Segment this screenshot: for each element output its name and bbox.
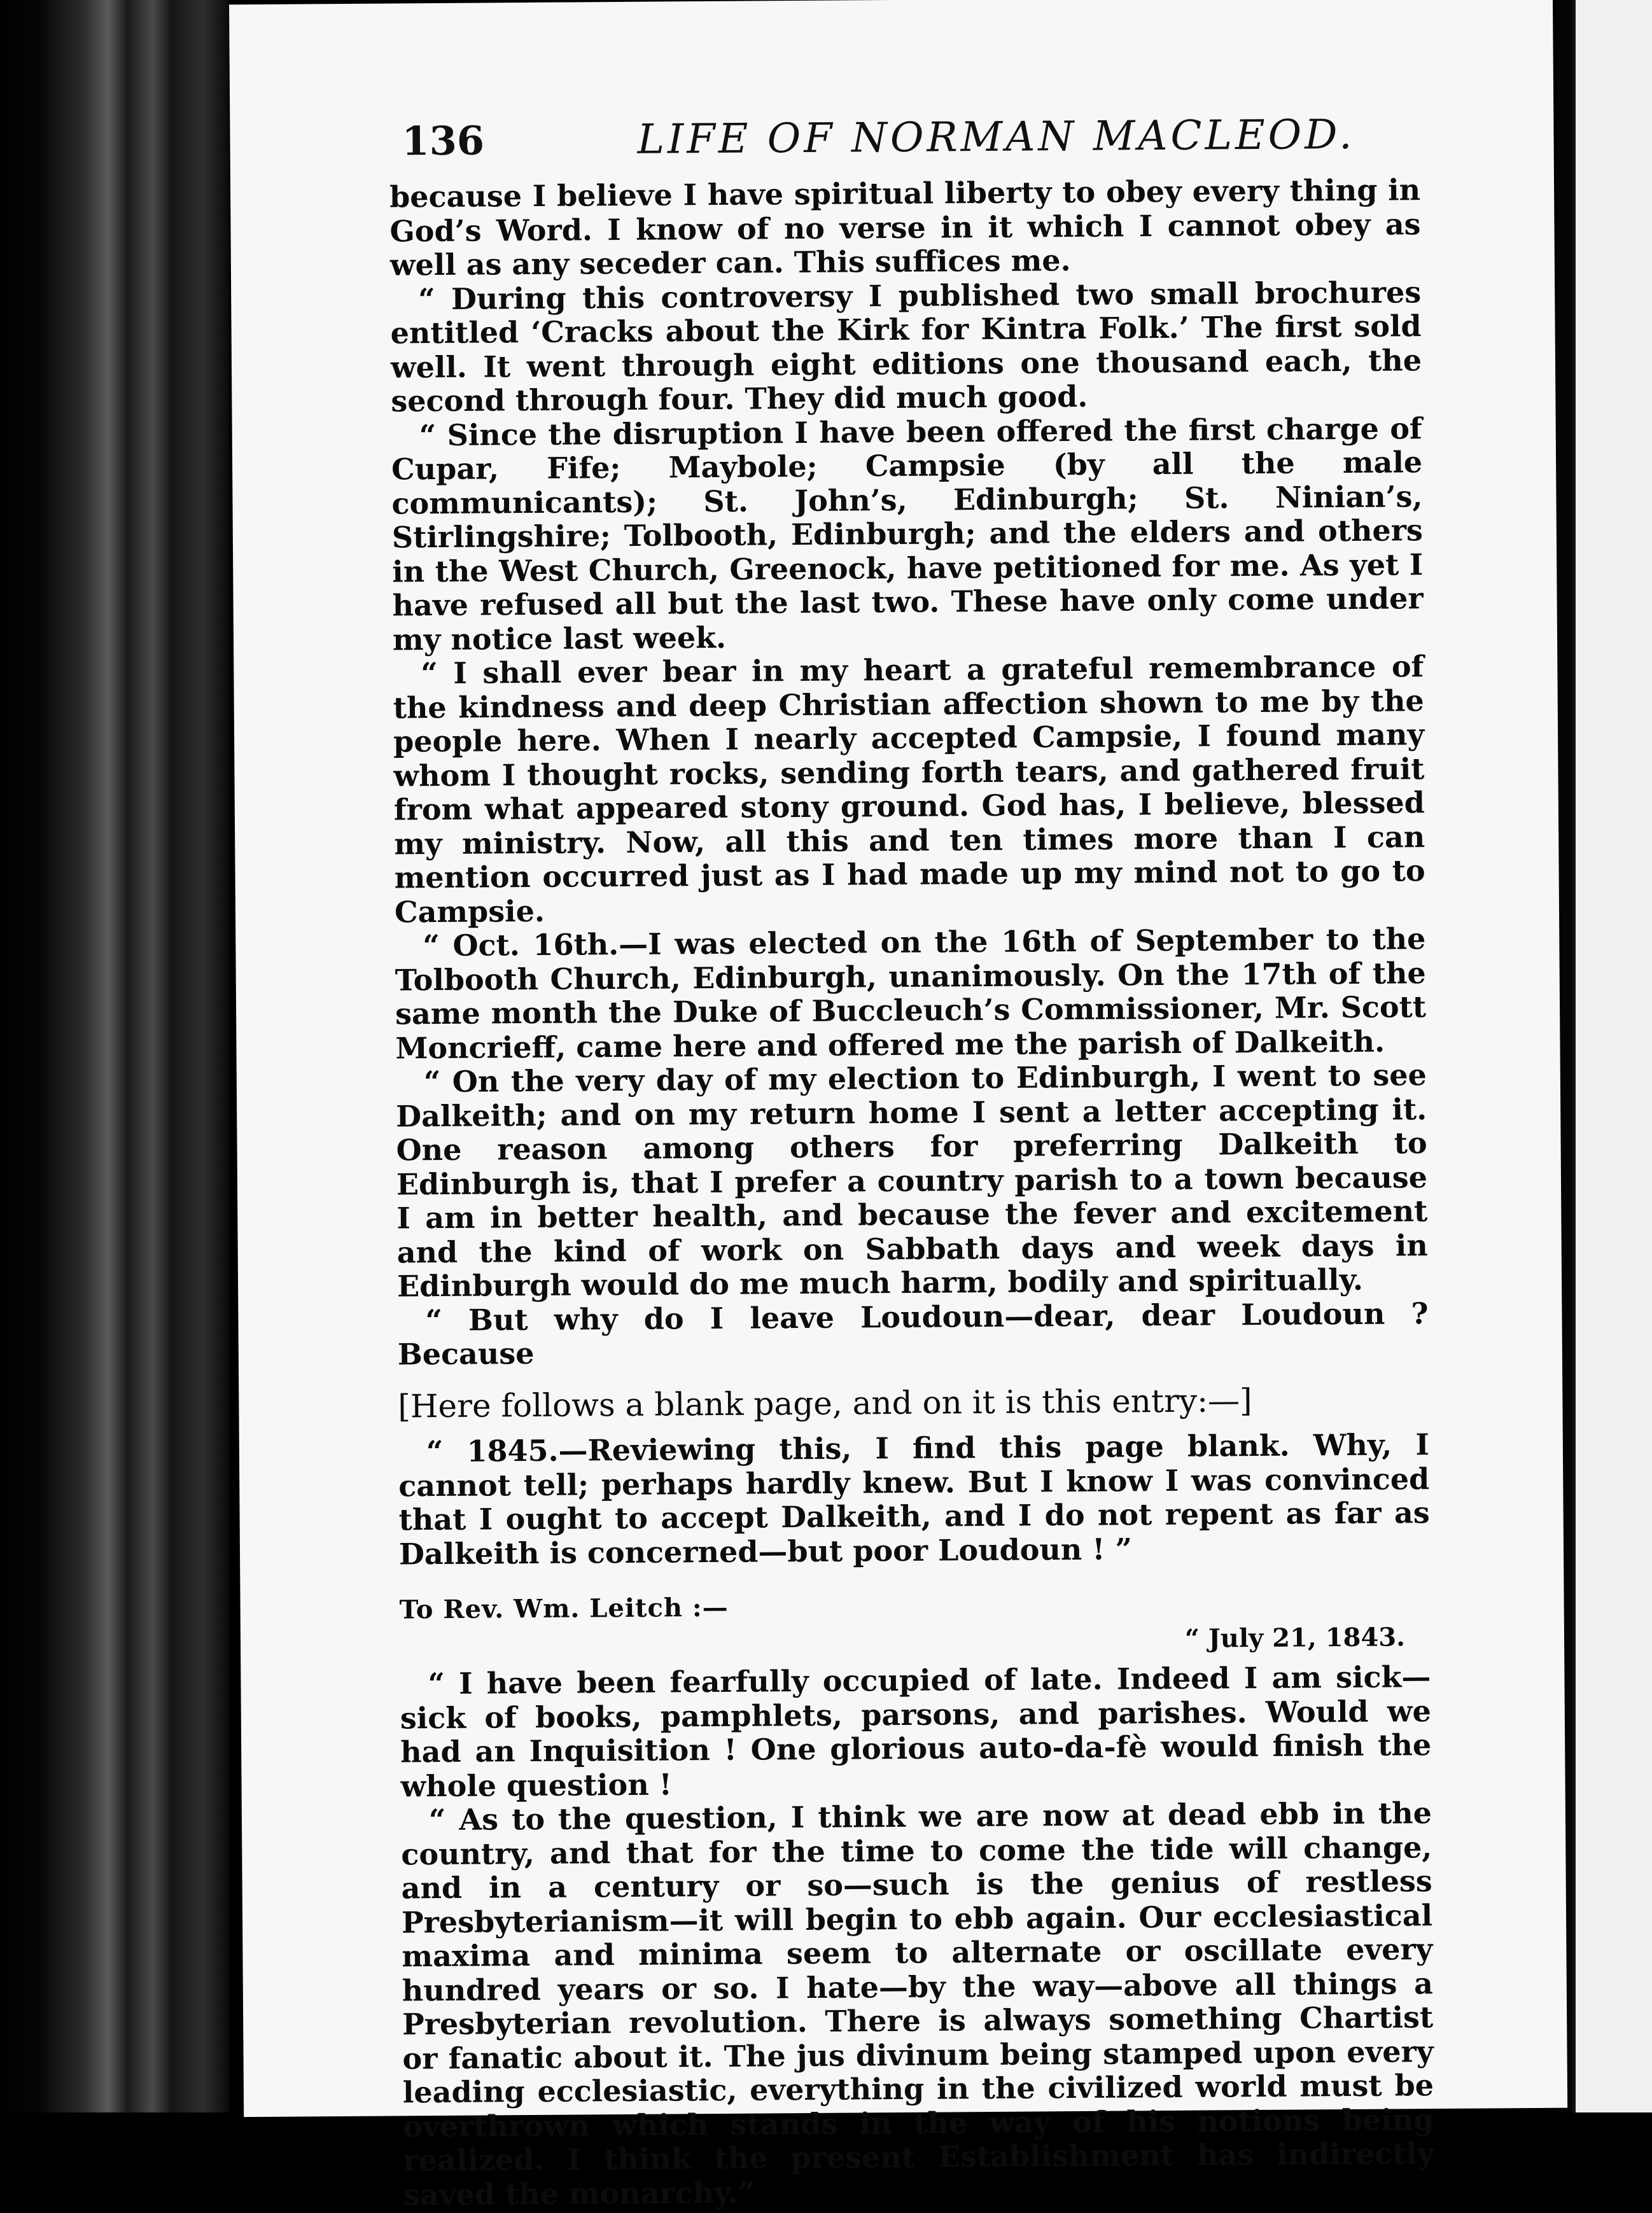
paragraph: because I believe I have spiritual liberty to obey every thing in God’s Word. I know of no verse in it which I cannot obey as well as any seceder can. This suffices me.	[389, 172, 1421, 283]
editorial-note: [Here follows a blank page, and on it is this entry:—]	[398, 1381, 1252, 1425]
book-page	[229, 0, 1567, 2212]
paragraph: “ On the very day of my election to Edinburgh, I went to see Dalkeith; and on my return home I sent a letter accepting it. One reason among others for preferring Dalkeith to Edinburgh is, that I prefer a country parish to a town because I am in better health, and because the fever and excitement and the kind of work on Sabbath days and week days in Edinburgh would do me much harm, bodily and spiritually.	[396, 1058, 1428, 1304]
paragraph: “ I shall ever bear in my heart a grateful remembrance of the kindness and deep Christian affection shown to me by the people here. When I nearly accepted Campsie, I found many whom I thought rocks, sending forth tears, and gathered fruit from what appeared stony ground. God has, I believe, blessed my ministry. Now, all this and ten times more than I can mention occurred just as I had made up my mind not to go to Campsie.	[393, 649, 1425, 929]
running-title: LIFE OF NORMAN MACLEOD.	[637, 111, 1355, 164]
paragraph: “ During this controversy I published two small brochures entitled ‘Cracks about the Kirk for Kintra Folk.’ The first sold well. It went through eight editions one thousand each, the second through four. They did much good.	[390, 274, 1422, 419]
paragraph: “ Since the disruption I have been offered the first charge of Cupar, Fife; Maybole; Campsie (by all the male communicants); St. John’s, Edinburgh; St. Ninian’s, Stirlingshire; Tolbooth, Edinburgh; and the elders and others in the West Church, Greenock, have petitioned for me. As yet I have refused all but the last two. These have only come under my notice last week.	[391, 410, 1424, 657]
facing-page-edge	[1572, 0, 1652, 2112]
paragraph: “ But why do I leave Loudoun—dear, dear Loudoun ? Because	[397, 1295, 1429, 1372]
letter-paragraph: “ As to the question, I think we are now at dead ebb in the country, and that for the time to come the tide will change, and in a century or so—such is the genius of restless Presbyterianism—it will begin to ebb again. Our ecclesiastical maxima and minima seem to alternate or oscillate every hundred years or so. I hate—by the way—above all things a Presbyterian revolution. There is always something Chartist or fanatic about it. The jus divinum being stamped upon every leading ecclesiastic, everything in the civilized world must be overthrown which stands in the way of his notions being realized. I think the present Establishment has indirectly saved the monarchy.”	[401, 1796, 1434, 2212]
page-number: 136	[402, 117, 485, 165]
page-body	[389, 173, 1434, 2212]
paragraph: “ Oct. 16th.—I was elected on the 16th of September to the Tolbooth Church, Edinburgh, unanimously. On the 17th of the same month the Duke of Buccleuch’s Commissioner, Mr. Scott Moncrieff, came here and offered me the parish of Dalkeith.	[395, 921, 1427, 1065]
paragraph: “ 1845.—Reviewing this, I find this page blank. Why, I cannot tell; perhaps hardly knew. But I know I was convinced that I ought to accept Dalkeith, and I do not repent as far as Dalkeith is concerned—but poor Loudoun ! ”	[398, 1427, 1430, 1571]
letter-addressee: To Rev. Wm. Leitch :—	[399, 1592, 729, 1625]
page-header	[402, 111, 1439, 175]
letter-paragraph: “ I have been fearfully occupied of late. Indeed I am sick—sick of books, pamphlets, parsons, and parishes. Would we had an Inquisition ! One glorious auto-da-fè would finish the whole question !	[400, 1659, 1432, 1803]
book-spine	[0, 0, 229, 2112]
letter-date: “ July 21, 1843.	[1184, 1621, 1406, 1654]
